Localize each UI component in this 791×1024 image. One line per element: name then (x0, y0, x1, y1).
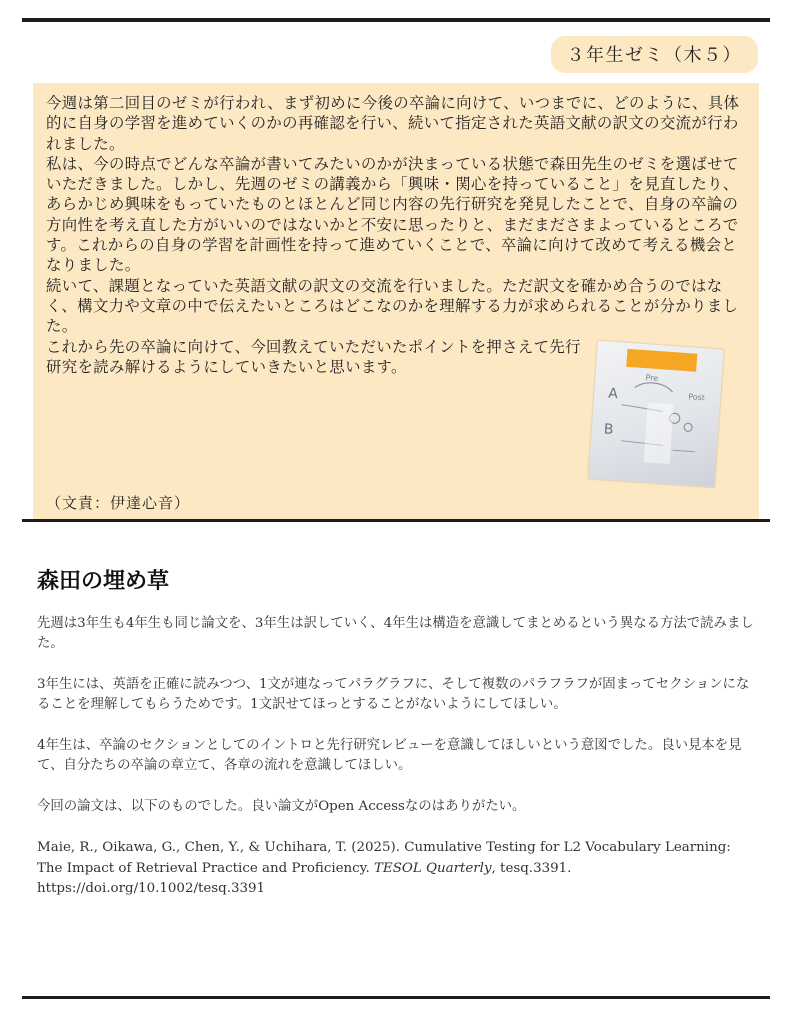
column-paragraph: 3年生には、英語を正確に読みつつ、1文が連なってパラグラフに、そして複数のパラフラフが固まってセクションになることを理解してもらうためです。1文訳せてほっとすることがないようにしてほしい。 (37, 677, 750, 712)
report-credit: （文責：伊達心音） (46, 494, 191, 512)
whiteboard-illustration (588, 341, 723, 487)
reference-details: , tesq.3391. https://doi.org/10.1002/tesq.3391 (37, 860, 572, 896)
reference-citation (37, 838, 757, 900)
column-paragraph: 今回の論文は、以下のものでした。良い論文がOpen Accessなのはありがたい。 (37, 799, 526, 814)
board-drawing-curve (635, 382, 673, 392)
whiteboard-photo (588, 341, 723, 487)
report-paragraph: 今週は第二回目のゼミが行われ、まず初めに今後の卒論に向けて、いつまでに、どのように、具体的に自身の学習を進めていくのかの再確認を行い、続いて指定された英語文献の訳文の交流が行われました。 (46, 94, 740, 153)
board-label-post: Post (687, 392, 706, 403)
board-label-a: A (607, 385, 619, 403)
board-label-b: B (603, 421, 614, 439)
window-reflection (644, 402, 674, 464)
report-paragraph: これから先の卒論に向けて、今回教えていただいたポイントを押さえて先行研究を読み解けるようにしていきたいと思います。 (46, 337, 581, 376)
column-paragraph: 先週は3年生も4年生も同じ論文を、3年生は訳していく、4年生は構造を意識してまとめるという異なる方法で読みました。 (37, 616, 754, 651)
section-divider (22, 519, 770, 522)
reference-journal: TESOL Quarterly (373, 860, 492, 876)
report-text (46, 93, 745, 377)
photo-tape (626, 349, 697, 372)
board-label-pre: Pre (645, 373, 659, 384)
column-title: 森田の埋め草 (37, 569, 170, 594)
column-body (37, 614, 757, 921)
column-paragraph: 4年生は、卒論のセクションとしてのイントロと先行研究レビューを意識してほしいという意図でした。良い見本を見て、自分たちの卒論の章立て、各章の流れを意識してほしい。 (37, 738, 742, 773)
report-paragraph: 私は、今の時点でどんな卒論が書いてみたいのかが決まっている状態で森田先生のゼミを選ばせていただきました。しかし、先週のゼミの講義から「興味・関心を持っていること」を見直したり、あらかじめ興味をもっていたものとほとんど同じ内容の先行研究を発見したことで、自身の卒論の方向性を考え直した方がいいのではないかと不安に思ったりと、まだまださまよっているところです。これからの自身の学習を計画性を持って進めていくことで、卒論に向けて改めて考える機会となりました。 (46, 154, 739, 275)
seminar-report-box (33, 83, 759, 519)
bottom-rule (22, 996, 770, 999)
board-drawing-circle (684, 423, 693, 432)
seminar-badge: ３年生ゼミ（木５） (551, 36, 759, 73)
reference-authors: Maie, R., Oikawa, G., Chen, Y., & Uchihara, T. (2025). Cumulative Testing for L2 Vocabulary Learning: The Impact of Retrieval Practice and Proficiency. (37, 840, 731, 876)
top-rule (22, 18, 770, 22)
report-paragraph: 続いて、課題となっていた英語文献の訳文の交流を行いました。ただ訳文を確かめ合うのではなく、構文力や文章の中で伝えたいところはどこなのかを理解する力が求められることが分かりました。 (46, 276, 739, 336)
